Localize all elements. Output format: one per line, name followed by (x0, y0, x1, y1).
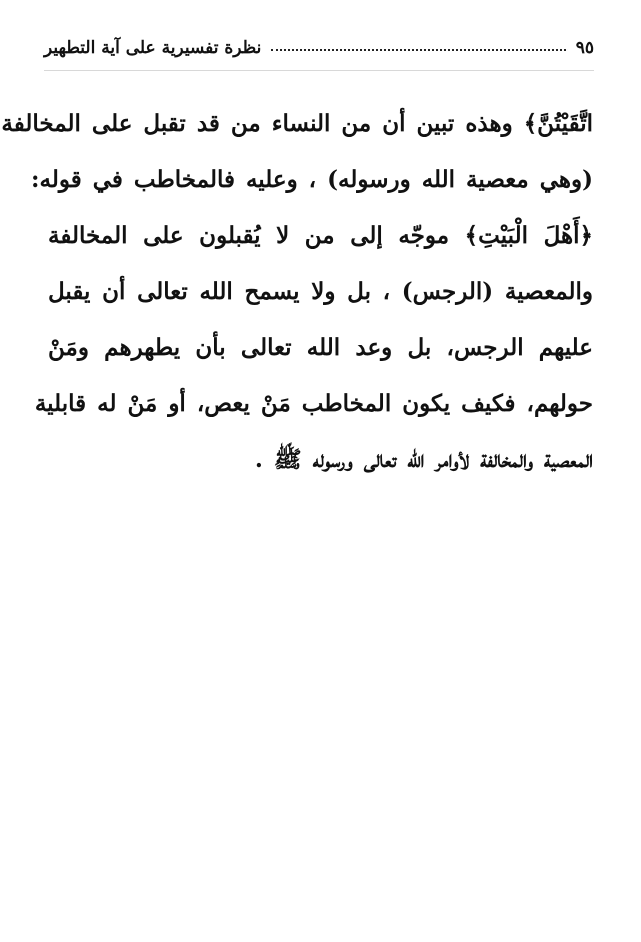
paragraph-line: والمعصية (الرجس) ، بل ولا يسمح الله تعالى أن يقبل (48, 278, 593, 305)
header-title: نظرة تفسيرية على آية التطهير (44, 38, 262, 58)
paragraph-line: اتَّقَيْتُنَّ﴾ وهذه تبين أن من النساء من قد تقبل على المخالفة (1, 110, 593, 137)
page-number: ٩٥ (575, 38, 594, 58)
paragraph-line: (وهي معصية الله ورسوله) ، وعليه فالمخاطب في قوله: (31, 166, 593, 193)
paragraph-line: حولهم، فكيف يكون المخاطب مَنْ يعص، أو مَنْ له قابلية (34, 390, 593, 417)
running-header (44, 28, 594, 68)
body-paragraph (1, 96, 593, 488)
paragraph-line: ﴿أَهْلَ الْبَيْتِ﴾ موجّه إلى من لا يُقبلون على المخالفة (48, 222, 593, 249)
header-divider (44, 70, 594, 71)
paragraph-line: عليهم الرجس، بل وعد الله تعالى بأن يطهرهم ومَنْ (48, 334, 593, 361)
header-dotted-leader (271, 39, 565, 51)
paragraph-line-last: المعصية والمخالفة لأوامر الله تعالى ورسوله ﷺ . (254, 446, 593, 473)
